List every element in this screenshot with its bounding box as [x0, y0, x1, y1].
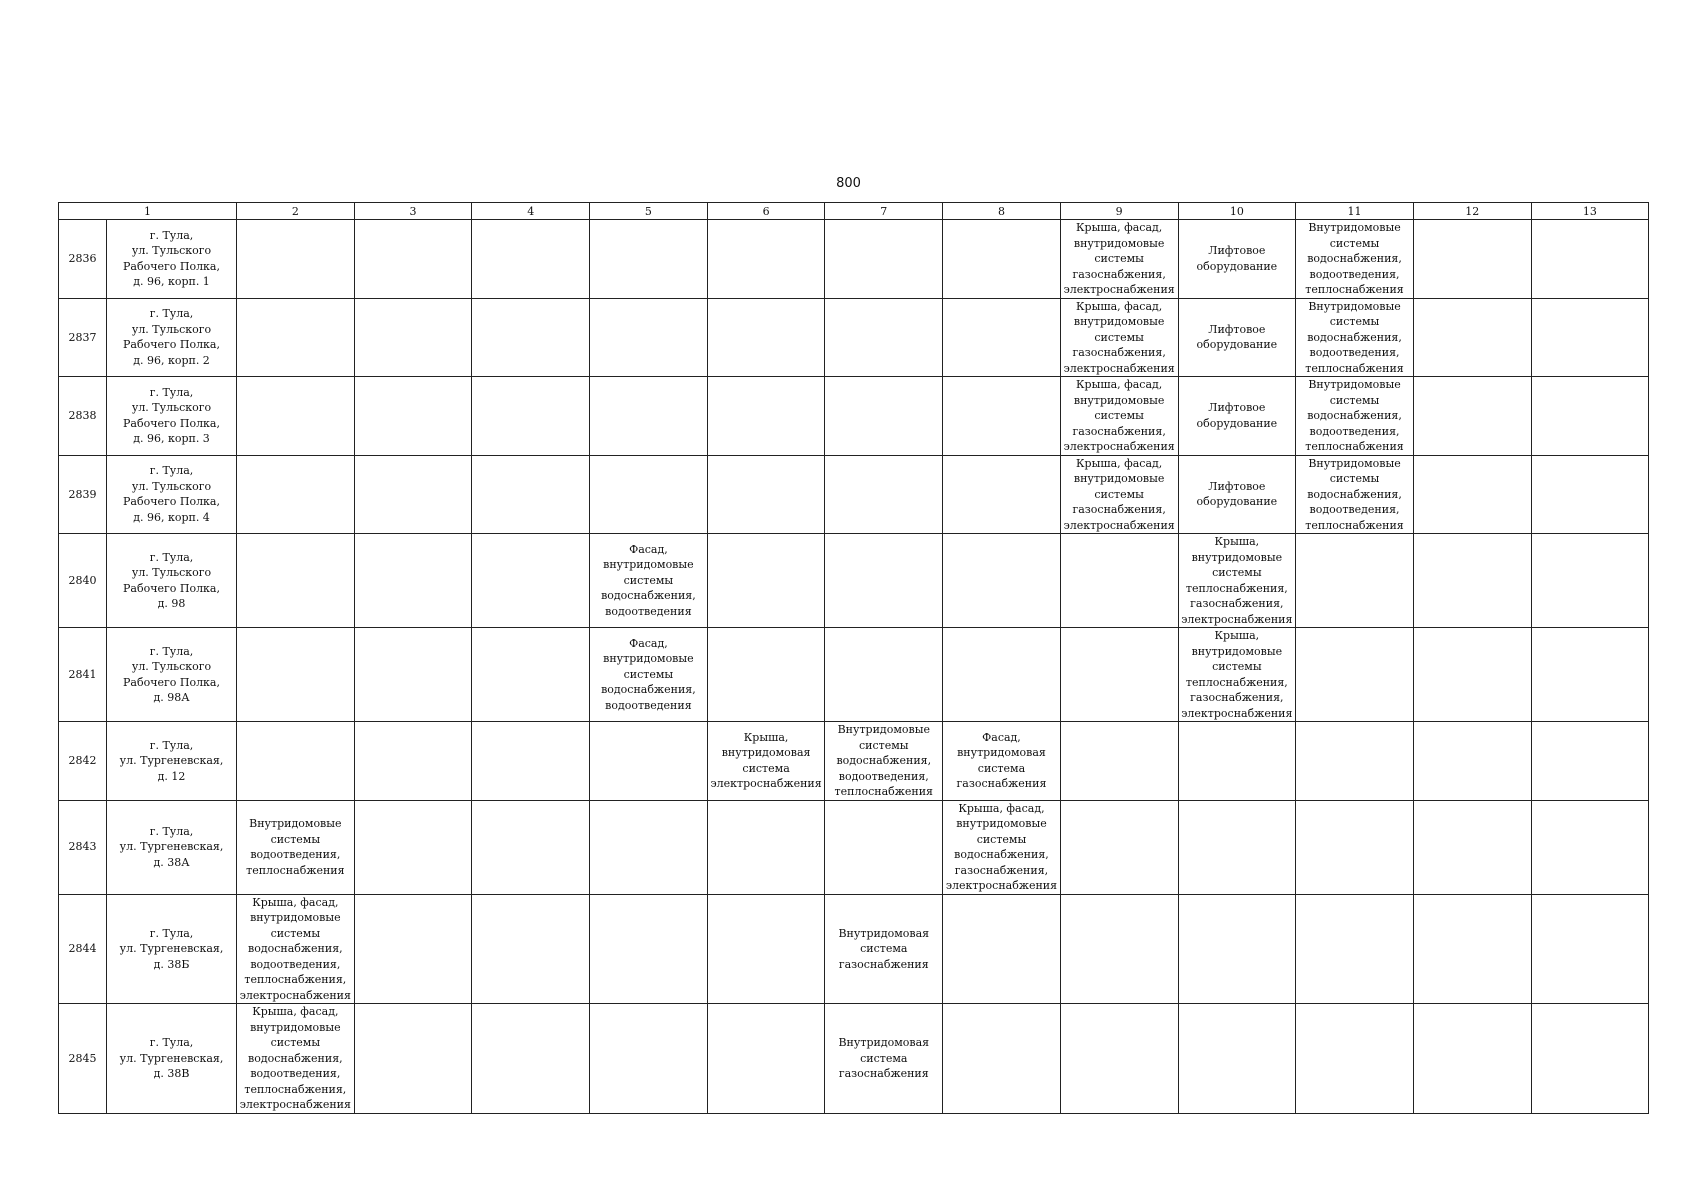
work-type-cell [1060, 722, 1178, 801]
work-type-cell [1413, 800, 1531, 894]
repair-schedule-table [58, 202, 1649, 1114]
column-header: 12 [1413, 203, 1531, 220]
address-cell: г. Тула, ул. Тульского Рабочего Полка, д. 96, корп. 4 [107, 455, 237, 534]
work-type-cell [354, 800, 472, 894]
work-type-cell [590, 894, 708, 1004]
column-number-row [59, 203, 1649, 220]
work-type-cell [707, 534, 825, 628]
table-row [59, 455, 1649, 534]
address-cell: г. Тула, ул. Тургеневская, д. 38В [107, 1004, 237, 1114]
row-number: 2844 [59, 894, 107, 1004]
table-row [59, 534, 1649, 628]
work-type-cell [237, 534, 355, 628]
page-number: 800 [836, 176, 861, 191]
work-type-cell [1531, 298, 1649, 377]
address-cell: г. Тула, ул. Тульского Рабочего Полка, д. 96, корп. 1 [107, 220, 237, 299]
work-type-cell: Крыша, фасад, внутридомовые системы водоснабжения, водоотведения, теплоснабжения, электроснабжения [237, 1004, 355, 1114]
table-row [59, 894, 1649, 1004]
work-type-cell [354, 377, 472, 456]
row-number: 2839 [59, 455, 107, 534]
work-type-cell: Лифтовое оборудование [1178, 220, 1296, 299]
work-type-cell: Внутридомовые системы водоснабжения, водоотведения, теплоснабжения [1296, 220, 1414, 299]
work-type-cell: Лифтовое оборудование [1178, 377, 1296, 456]
work-type-cell [354, 534, 472, 628]
work-type-cell [472, 455, 590, 534]
work-type-cell: Лифтовое оборудование [1178, 298, 1296, 377]
work-type-cell [1296, 1004, 1414, 1114]
work-type-cell: Крыша, внутридомовая система электроснабжения [707, 722, 825, 801]
work-type-cell [1413, 722, 1531, 801]
work-type-cell: Крыша, внутридомовые системы теплоснабжения, газоснабжения, электроснабжения [1178, 628, 1296, 722]
row-number: 2841 [59, 628, 107, 722]
work-type-cell [943, 298, 1061, 377]
work-type-cell [354, 220, 472, 299]
work-type-cell [1178, 1004, 1296, 1114]
address-cell: г. Тула, ул. Тургеневская, д. 38А [107, 800, 237, 894]
work-type-cell: Внутридомовые системы водоснабжения, водоотведения, теплоснабжения [1296, 377, 1414, 456]
work-type-cell [590, 220, 708, 299]
work-type-cell [707, 220, 825, 299]
work-type-cell [825, 534, 943, 628]
work-type-cell [472, 722, 590, 801]
column-header: 2 [237, 203, 355, 220]
column-header: 5 [590, 203, 708, 220]
work-type-cell [1413, 298, 1531, 377]
work-type-cell [1531, 220, 1649, 299]
work-type-cell [237, 722, 355, 801]
row-number: 2842 [59, 722, 107, 801]
work-type-cell: Фасад, внутридомовые системы водоснабжения, водоотведения [590, 534, 708, 628]
work-type-cell [825, 298, 943, 377]
work-type-cell [707, 298, 825, 377]
row-number: 2843 [59, 800, 107, 894]
work-type-cell [943, 377, 1061, 456]
work-type-cell [590, 722, 708, 801]
work-type-cell [1178, 800, 1296, 894]
work-type-cell [1531, 894, 1649, 1004]
work-type-cell [943, 894, 1061, 1004]
work-type-cell [1531, 534, 1649, 628]
work-type-cell [354, 722, 472, 801]
work-type-cell [1413, 894, 1531, 1004]
work-type-cell [825, 800, 943, 894]
work-type-cell [1060, 628, 1178, 722]
work-type-cell [1531, 377, 1649, 456]
column-header: 3 [354, 203, 472, 220]
work-type-cell: Крыша, фасад, внутридомовые системы газоснабжения, электроснабжения [1060, 220, 1178, 299]
address-cell: г. Тула, ул. Тульского Рабочего Полка, д. 96, корп. 2 [107, 298, 237, 377]
address-cell: г. Тула, ул. Тургеневская, д. 12 [107, 722, 237, 801]
work-type-cell [707, 800, 825, 894]
table-row [59, 298, 1649, 377]
work-type-cell [472, 800, 590, 894]
work-type-cell [1531, 1004, 1649, 1114]
address-cell: г. Тула, ул. Тургеневская, д. 38Б [107, 894, 237, 1004]
work-type-cell [707, 455, 825, 534]
work-type-cell [590, 1004, 708, 1114]
work-type-cell [825, 628, 943, 722]
work-type-cell [472, 1004, 590, 1114]
column-header: 9 [1060, 203, 1178, 220]
work-type-cell: Внутридомовые системы водоотведения, теплоснабжения [237, 800, 355, 894]
row-number: 2838 [59, 377, 107, 456]
work-type-cell [943, 1004, 1061, 1114]
work-type-cell [1531, 455, 1649, 534]
work-type-cell [1413, 534, 1531, 628]
row-number: 2837 [59, 298, 107, 377]
work-type-cell: Лифтовое оборудование [1178, 455, 1296, 534]
work-type-cell: Крыша, фасад, внутридомовые системы газоснабжения, электроснабжения [1060, 455, 1178, 534]
work-type-cell [354, 1004, 472, 1114]
work-type-cell [237, 377, 355, 456]
work-type-cell [1296, 800, 1414, 894]
row-number: 2836 [59, 220, 107, 299]
table-row [59, 1004, 1649, 1114]
table-row [59, 377, 1649, 456]
work-type-cell [590, 455, 708, 534]
column-header: 1 [59, 203, 237, 220]
work-type-cell: Внутридомовая система газоснабжения [825, 894, 943, 1004]
work-type-cell [707, 1004, 825, 1114]
work-type-cell [590, 800, 708, 894]
work-type-cell: Внутридомовые системы водоснабжения, водоотведения, теплоснабжения [1296, 298, 1414, 377]
work-type-cell [943, 220, 1061, 299]
work-type-cell [472, 377, 590, 456]
row-number: 2840 [59, 534, 107, 628]
address-cell: г. Тула, ул. Тульского Рабочего Полка, д. 98 [107, 534, 237, 628]
work-type-cell: Крыша, фасад, внутридомовые системы водоснабжения, газоснабжения, электроснабжения [943, 800, 1061, 894]
table-row [59, 628, 1649, 722]
column-header: 7 [825, 203, 943, 220]
work-type-cell [825, 220, 943, 299]
work-type-cell: Крыша, фасад, внутридомовые системы газоснабжения, электроснабжения [1060, 298, 1178, 377]
work-type-cell [472, 298, 590, 377]
work-type-cell [1060, 894, 1178, 1004]
work-type-cell: Фасад, внутридомовые системы водоснабжения, водоотведения [590, 628, 708, 722]
work-type-cell [354, 455, 472, 534]
work-type-cell [707, 894, 825, 1004]
work-type-cell [1178, 894, 1296, 1004]
table-row [59, 220, 1649, 299]
column-header: 10 [1178, 203, 1296, 220]
address-cell: г. Тула, ул. Тульского Рабочего Полка, д. 96, корп. 3 [107, 377, 237, 456]
column-header: 11 [1296, 203, 1414, 220]
work-type-cell [825, 377, 943, 456]
work-type-cell [1413, 1004, 1531, 1114]
work-type-cell [1531, 628, 1649, 722]
work-type-cell [1060, 800, 1178, 894]
work-type-cell: Внутридомовая система газоснабжения [825, 1004, 943, 1114]
work-type-cell: Фасад, внутридомовая система газоснабжения [943, 722, 1061, 801]
work-type-cell [1296, 722, 1414, 801]
work-type-cell: Крыша, фасад, внутридомовые системы газоснабжения, электроснабжения [1060, 377, 1178, 456]
work-type-cell: Крыша, внутридомовые системы теплоснабжения, газоснабжения, электроснабжения [1178, 534, 1296, 628]
work-type-cell [1413, 220, 1531, 299]
work-type-cell [1531, 800, 1649, 894]
work-type-cell [354, 894, 472, 1004]
row-number: 2845 [59, 1004, 107, 1114]
work-type-cell [1531, 722, 1649, 801]
work-type-cell [237, 455, 355, 534]
column-header: 8 [943, 203, 1061, 220]
work-type-cell [707, 628, 825, 722]
column-header: 6 [707, 203, 825, 220]
work-type-cell [354, 628, 472, 722]
work-type-cell [1060, 1004, 1178, 1114]
work-type-cell [590, 298, 708, 377]
work-type-cell [1296, 894, 1414, 1004]
column-header: 4 [472, 203, 590, 220]
work-type-cell: Внутридомовые системы водоснабжения, водоотведения, теплоснабжения [825, 722, 943, 801]
work-type-cell [825, 455, 943, 534]
work-type-cell [472, 220, 590, 299]
table-row [59, 722, 1649, 801]
work-type-cell [1178, 722, 1296, 801]
work-type-cell [943, 628, 1061, 722]
work-type-cell [472, 628, 590, 722]
work-type-cell [1296, 534, 1414, 628]
work-type-cell [237, 628, 355, 722]
work-type-cell [1413, 455, 1531, 534]
work-type-cell [1413, 377, 1531, 456]
work-type-cell [590, 377, 708, 456]
work-type-cell [1413, 628, 1531, 722]
work-type-cell [237, 220, 355, 299]
work-type-cell [472, 894, 590, 1004]
work-type-cell [237, 298, 355, 377]
work-type-cell [354, 298, 472, 377]
work-type-cell [1060, 534, 1178, 628]
work-type-cell: Крыша, фасад, внутридомовые системы водоснабжения, водоотведения, теплоснабжения, электроснабжения [237, 894, 355, 1004]
table-row [59, 800, 1649, 894]
work-type-cell [472, 534, 590, 628]
work-type-cell [943, 455, 1061, 534]
work-type-cell [707, 377, 825, 456]
work-type-cell [1296, 628, 1414, 722]
work-type-cell: Внутридомовые системы водоснабжения, водоотведения, теплоснабжения [1296, 455, 1414, 534]
column-header: 13 [1531, 203, 1649, 220]
address-cell: г. Тула, ул. Тульского Рабочего Полка, д. 98А [107, 628, 237, 722]
work-type-cell [943, 534, 1061, 628]
